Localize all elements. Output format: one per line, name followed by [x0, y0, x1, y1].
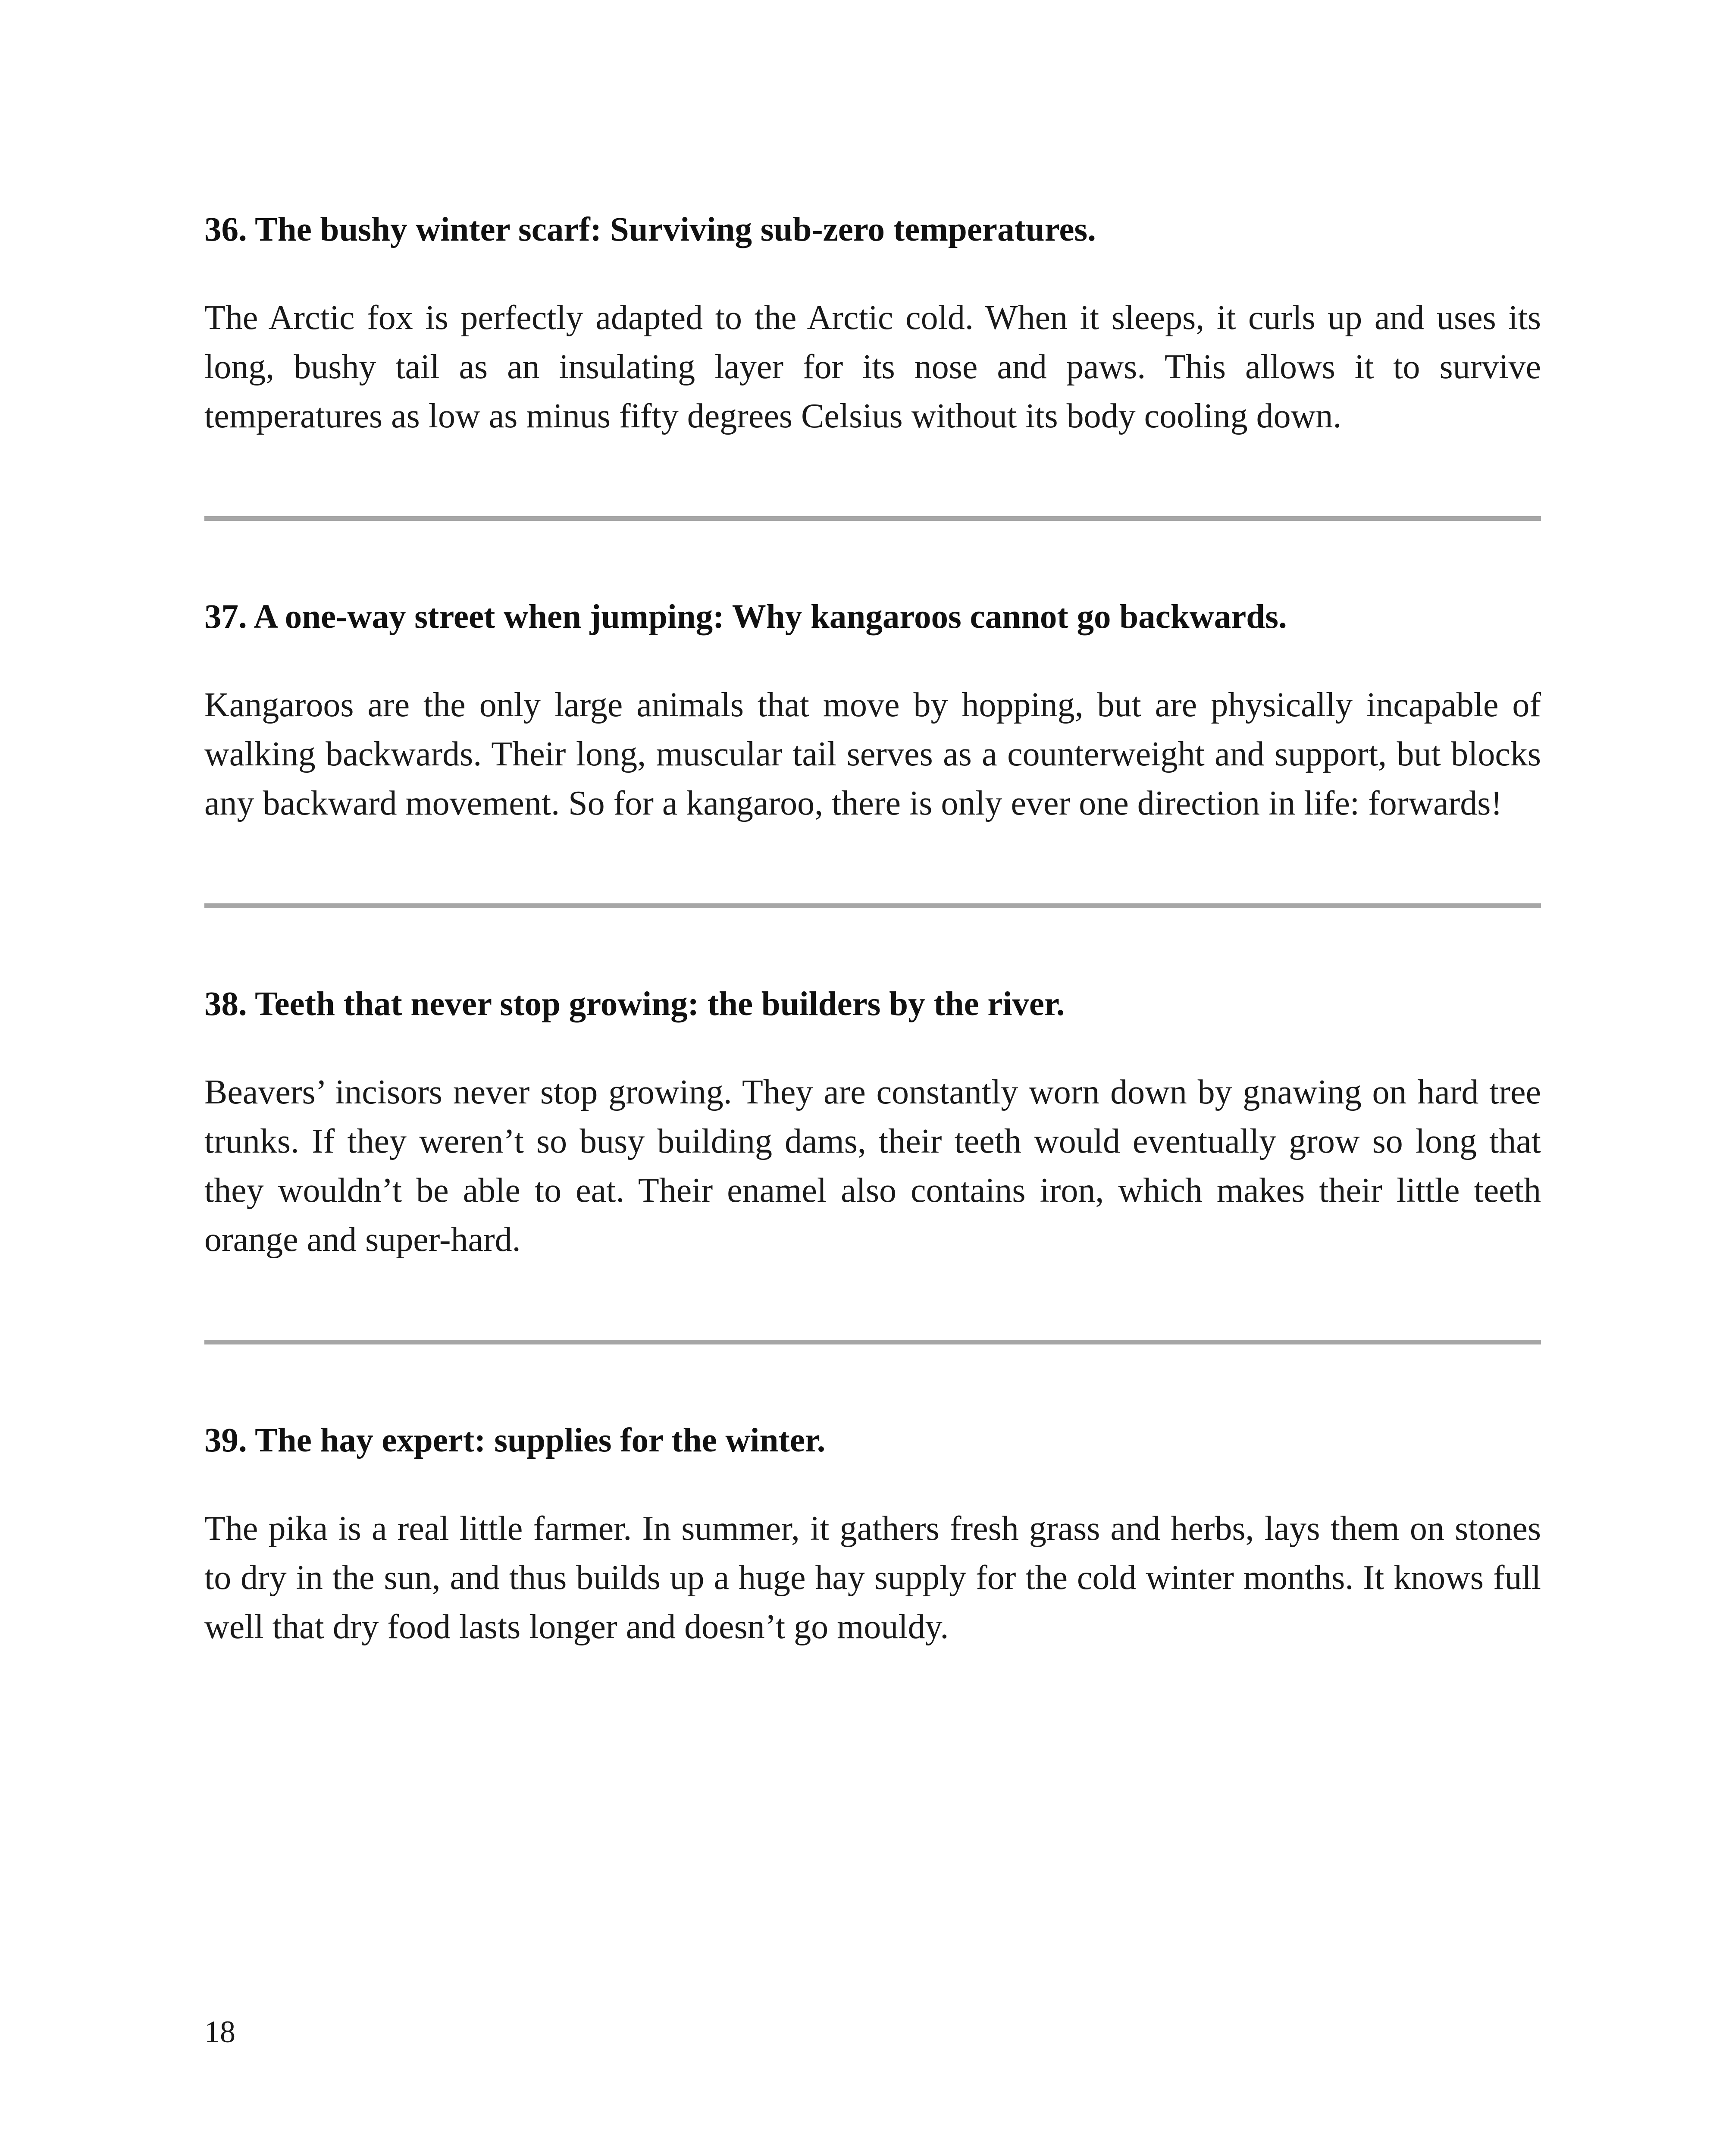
- section-heading: 37. A one-way street when jumping: Why kangaroos cannot go backwards.: [204, 598, 1287, 636]
- section-heading: 36. The bushy winter scarf: Surviving sub-zero temperatures.: [204, 211, 1096, 248]
- section-paragraph: The pika is a real little farmer. In summer, it gathers fresh grass and herbs, lays them on stones to dry in the sun, and thus builds up a huge hay supply for the cold winter months. It knows full well that dry food lasts longer and doesn’t go mouldy.: [204, 1510, 1541, 1646]
- section-heading: 38. Teeth that never stop growing: the builders by the river.: [204, 985, 1065, 1023]
- section-paragraph: Kangaroos are the only large animals that move by hopping, but are physically incapable of walking backwards. Their long, muscular tail serves as a counterweight and support, but blocks any backward movement. So for a kangaroo, there is only ever one direction in life: forwards!: [204, 686, 1541, 822]
- section-paragraph: The Arctic fox is perfectly adapted to the Arctic cold. When it sleeps, it curls up and uses its long, bushy tail as an insulating layer for its nose and paws. This allows it to survive temperatures as low as minus fifty degrees Celsius without its body cooling down.: [204, 299, 1541, 435]
- page-number: 18: [204, 2015, 235, 2049]
- fact-section-39: [204, 1417, 1541, 1651]
- section-paragraph: Beavers’ incisors never stop growing. They are constantly worn down by gnawing on hard tree trunks. If they weren’t so busy building dams, their teeth would eventually grow so long that they wouldn’t be able to eat. Their enamel also contains iron, which makes their little teeth orange and super-hard.: [204, 1073, 1541, 1259]
- section-divider: [204, 903, 1541, 908]
- section-divider: [204, 516, 1541, 521]
- section-heading: 39. The hay expert: supplies for the winter.: [204, 1422, 826, 1459]
- page-content: [204, 206, 1541, 1651]
- fact-section-38: [204, 981, 1541, 1264]
- fact-section-37: [204, 593, 1541, 828]
- fact-section-36: [204, 206, 1541, 441]
- section-divider: [204, 1340, 1541, 1344]
